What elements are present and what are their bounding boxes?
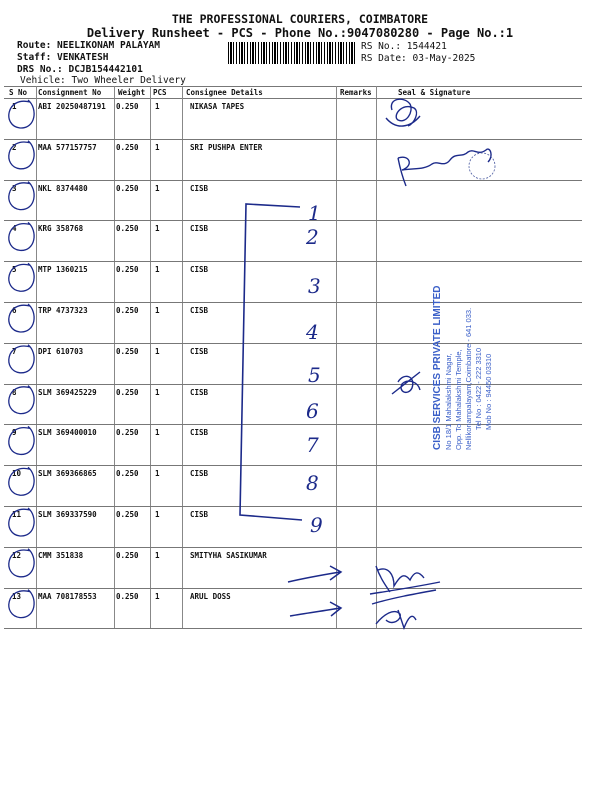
sno-circle-mark — [9, 590, 34, 618]
cell-consignment: MAA 708178553 — [38, 591, 97, 601]
stamp-line-1: CISB SERVICES PRIVATE LIMITED — [432, 285, 443, 450]
cell-consignment: CMM 351838 — [38, 550, 84, 560]
col-header-remarks: Remarks — [340, 88, 372, 97]
cell-weight: 0.250 — [116, 510, 139, 519]
small-stamp-2 — [469, 153, 495, 179]
cell-consignment: MAA 577157757 — [38, 142, 97, 152]
stamp-line-2: No 18/1 Mahalakshmi Nagar, — [444, 353, 453, 450]
sno-circle-mark — [9, 182, 34, 210]
sno-circle-mark — [9, 549, 34, 577]
col-header-sno: S No — [9, 88, 28, 97]
hand-number-3: 3 — [308, 274, 321, 298]
sno-circle-mark — [9, 304, 34, 332]
cell-weight: 0.250 — [116, 428, 139, 438]
hand-number-1: 1 — [308, 201, 321, 225]
rs-date: RS Date: 03-May-2025 — [361, 53, 476, 64]
cell-consignment: SLM 369425229 — [38, 387, 97, 397]
cell-consignee: SRI PUSHPA ENTER — [190, 142, 263, 152]
cell-consignee: ARUL DOSS — [190, 591, 231, 601]
stamp-line-5: Tel No : 0422 - 222 3310 — [474, 347, 483, 430]
cell-pcs: 1 — [155, 591, 160, 601]
cell-pcs: 1 — [155, 469, 160, 479]
cell-consignment: KRG 358768 — [38, 224, 84, 234]
cell-weight: 0.250 — [116, 306, 139, 315]
cell-consignment: SLM 369400010 — [38, 428, 97, 438]
hand-number-4: 4 — [306, 320, 319, 344]
cell-weight: 0.250 — [116, 224, 139, 234]
cell-consignment: TRP 4737323 — [38, 306, 88, 315]
sno-circle-mark — [9, 141, 34, 169]
cell-consignment: NKL 8374480 — [38, 183, 88, 193]
cell-consignee: CISB — [190, 510, 209, 519]
cell-weight: 0.250 — [116, 265, 139, 275]
cell-pcs: 1 — [155, 224, 160, 234]
cell-sno: 7 — [12, 346, 17, 356]
cell-sno: 2 — [12, 142, 17, 152]
signature-12 — [370, 566, 440, 594]
cell-sno: 1 — [12, 102, 17, 111]
cell-consignment: SLM 369337590 — [38, 510, 97, 519]
cell-weight: 0.250 — [116, 591, 139, 601]
cell-weight: 0.250 — [116, 142, 139, 152]
cell-sno: 5 — [12, 265, 17, 275]
cell-sno: 9 — [12, 428, 17, 438]
cell-sno: 3 — [12, 183, 17, 193]
staff-label: Staff: VENKATESH — [17, 52, 109, 63]
sno-circle-mark — [9, 426, 34, 454]
cell-consignment: MTP 1360215 — [38, 265, 88, 275]
sno-circle-mark — [9, 508, 34, 536]
cell-consignee: CISB — [190, 306, 209, 315]
cell-sno: 10 — [12, 469, 22, 479]
cell-sno: 12 — [12, 550, 22, 560]
cell-consignment: ABI 20250487191 — [38, 102, 106, 111]
cell-pcs: 1 — [155, 510, 160, 519]
sno-circle-mark — [9, 386, 34, 414]
cell-consignee: CISB — [190, 183, 209, 193]
cell-pcs: 1 — [155, 102, 160, 111]
hand-number-8: 8 — [306, 471, 319, 495]
stamp-line-6: Mob No : 94450 03310 — [484, 353, 493, 430]
cell-consignee: CISB — [190, 346, 209, 356]
sno-circle-mark — [9, 467, 34, 495]
cisb-stamp — [432, 286, 493, 450]
cell-pcs: 1 — [155, 346, 160, 356]
cell-pcs: 1 — [155, 306, 160, 315]
signature-1 — [386, 99, 420, 126]
cell-weight: 0.250 — [116, 469, 139, 479]
cell-sno: 6 — [12, 306, 17, 315]
cell-sno: 13 — [12, 591, 22, 601]
col-header-pcs: PCS — [153, 88, 167, 97]
stamp-line-4: Nellikonampalayam,Coimbatore - 641 033. — [464, 307, 473, 450]
cisb-signature — [392, 372, 420, 394]
cell-consignee: CISB — [190, 387, 209, 397]
cell-weight: 0.250 — [116, 346, 139, 356]
cell-consignment: DPI 610703 — [38, 346, 84, 356]
cell-weight: 0.250 — [116, 387, 139, 397]
rs-no: RS No.: 1544421 — [361, 41, 447, 52]
cell-weight: 0.250 — [116, 102, 139, 111]
hand-number-5: 5 — [308, 363, 321, 387]
cell-weight: 0.250 — [116, 550, 139, 560]
cell-weight: 0.250 — [116, 183, 139, 193]
cell-consignee: NIKASA TAPES — [190, 102, 245, 111]
cell-pcs: 1 — [155, 142, 160, 152]
sno-circle-mark — [9, 345, 34, 373]
hand-number-7: 7 — [306, 433, 319, 457]
cell-consignee: CISB — [190, 224, 209, 234]
cell-consignee: CISB — [190, 428, 209, 438]
cell-pcs: 1 — [155, 550, 160, 560]
cell-pcs: 1 — [155, 183, 160, 193]
arrow-mark-12 — [288, 566, 341, 582]
sno-circle-mark — [9, 222, 34, 250]
hand-number-9: 9 — [310, 513, 323, 537]
sno-circle-mark — [9, 100, 34, 128]
hand-number-6: 6 — [306, 399, 319, 423]
route-label: Route: NEELIKONAM PALAYAM — [17, 40, 160, 51]
cell-sno: 4 — [12, 224, 17, 234]
cell-consignment: SLM 369366865 — [38, 469, 97, 479]
hand-number-2: 2 — [306, 225, 319, 249]
signature-2 — [398, 149, 491, 186]
col-header-weight: Weight — [118, 88, 146, 97]
cell-pcs: 1 — [155, 387, 160, 397]
cell-sno: 8 — [12, 387, 17, 397]
signature-13 — [372, 590, 436, 628]
cell-consignee: CISB — [190, 265, 209, 275]
vehicle-label: Vehicle: Two Wheeler Delivery — [20, 75, 186, 86]
bracket-mark — [240, 204, 302, 520]
cell-sno: 11 — [12, 510, 22, 519]
runsheet-subtitle: Delivery Runsheet - PCS - Phone No.:9047080280 - Page No.:1 — [86, 26, 514, 40]
company-title: THE PROFESSIONAL COURIERS, COIMBATORE — [171, 12, 429, 26]
drs-label: DRS No.: DCJB154442101 — [17, 64, 143, 75]
col-header-consignee: Consignee Details — [186, 88, 263, 97]
cell-consignee: CISB — [190, 469, 209, 479]
arrow-mark-13 — [290, 602, 341, 616]
cell-consignee: SMITYHA SASIKUMAR — [190, 550, 267, 560]
sno-circle-mark — [9, 263, 34, 291]
stamp-line-3: Opp. To Mahalakshmi Temple, — [454, 349, 463, 450]
cell-pcs: 1 — [155, 428, 160, 438]
cell-pcs: 1 — [155, 265, 160, 275]
col-header-seal: Seal & Signature — [398, 88, 471, 97]
col-header-consignment: Consignment No — [38, 88, 102, 97]
